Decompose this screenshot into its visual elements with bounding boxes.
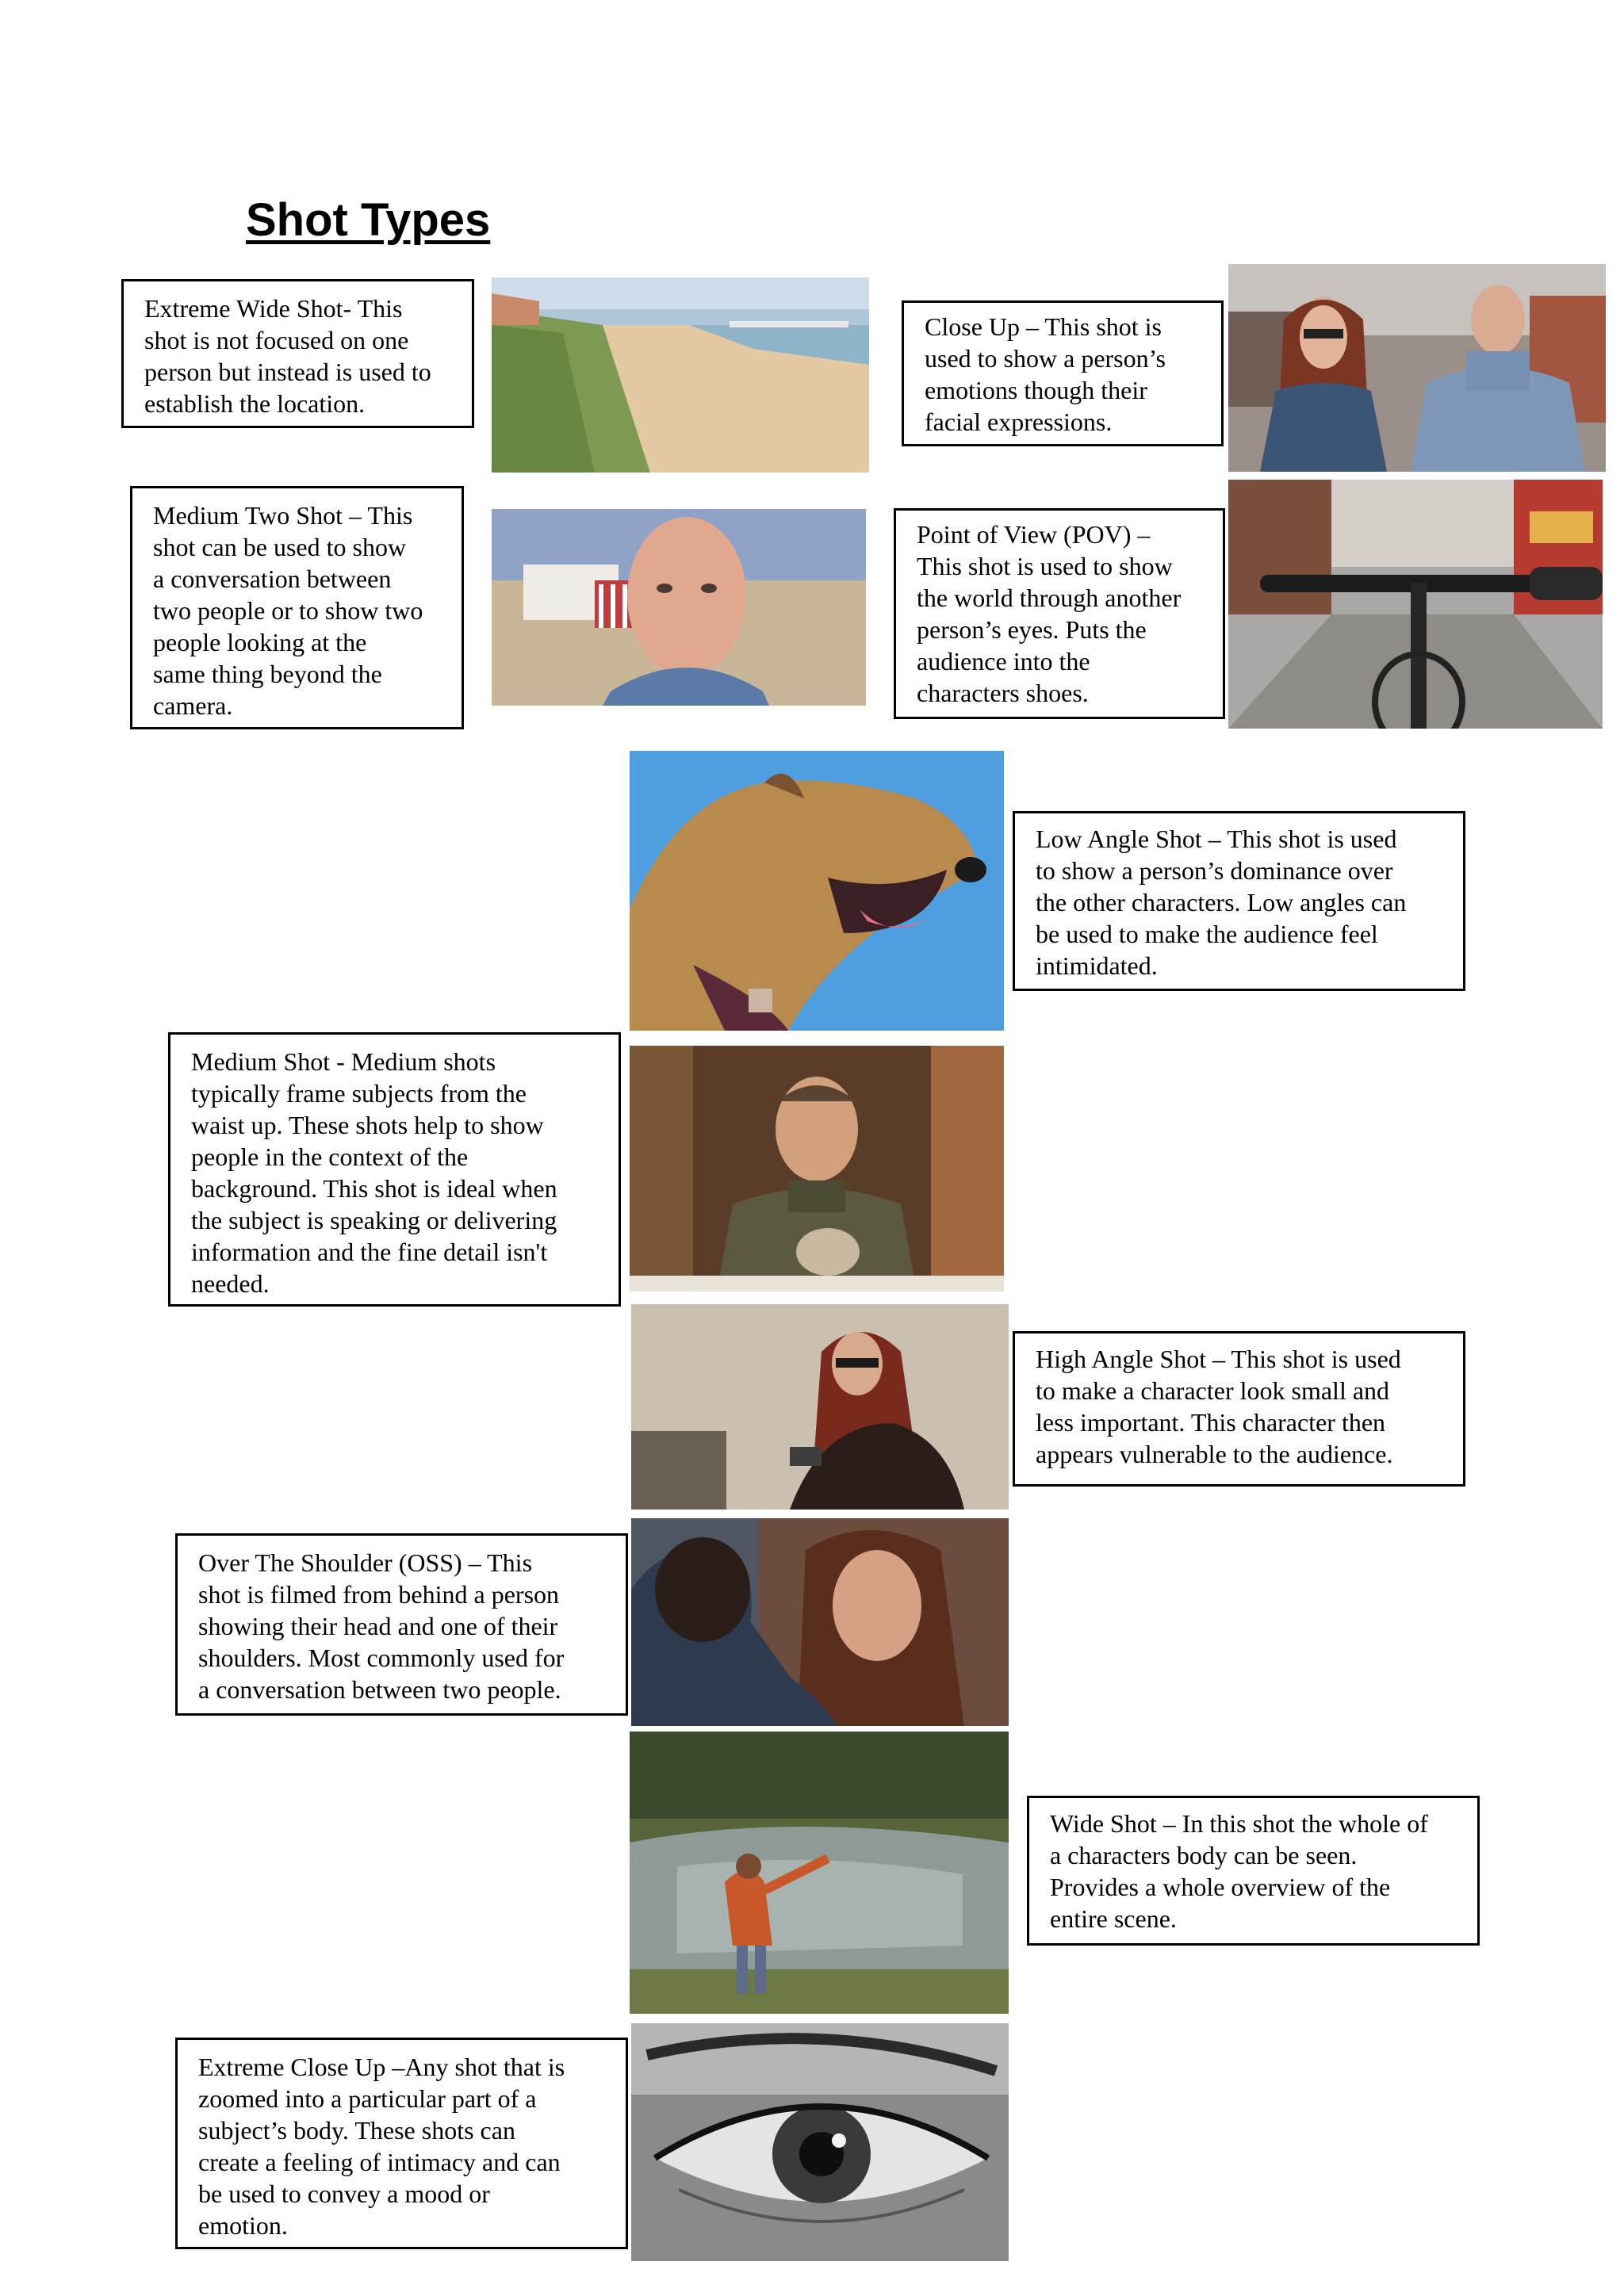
- extreme-close-up-description: Extreme Close Up –Any shot that is zoomed into a particular part of a subject’s body. These shots can create a feeling of intimacy and can be used to convey a mood or emotion.: [175, 2038, 628, 2249]
- medium-shot-description: Medium Shot - Medium shots typically frame subjects from the waist up. These shots help to show people in the context of the background. This shot is ideal when the subject is speaking or delivering information and the fine detail isn't needed.: [168, 1032, 621, 1307]
- close-up-image: [1228, 264, 1606, 472]
- extreme-wide-shot-image: [492, 277, 869, 473]
- high-angle-shot-image: [631, 1304, 1009, 1510]
- point-of-view-description: Point of View (POV) – This shot is used to show the world through another person’s eyes. Puts the audience into the characters shoes.: [894, 508, 1225, 719]
- high-angle-shot-description: High Angle Shot – This shot is used to make a character look small and less important. This character then appears vulnerable to the audience.: [1013, 1331, 1465, 1487]
- medium-two-shot-description: Medium Two Shot – This shot can be used to show a conversation between two people or to show two people looking at the same thing beyond the camera.: [130, 486, 464, 729]
- over-the-shoulder-description: Over The Shoulder (OSS) – This shot is filmed from behind a person showing their head and one of their shoulders. Most commonly used for a conversation between two people.: [175, 1533, 628, 1716]
- medium-two-shot-image: [492, 509, 866, 706]
- low-angle-shot-description: Low Angle Shot – This shot is used to show a person’s dominance over the other characters. Low angles can be used to make the audience feel intimidated.: [1013, 811, 1465, 991]
- low-angle-shot-image: [630, 751, 1004, 1031]
- wide-shot-description: Wide Shot – In this shot the whole of a characters body can be seen. Provides a whole overview of the entire scene.: [1027, 1796, 1480, 1946]
- close-up-description: Close Up – This shot is used to show a person’s emotions though their facial expressions.: [902, 300, 1224, 446]
- point-of-view-image: [1228, 480, 1603, 729]
- page-title: Shot Types: [246, 194, 491, 246]
- wide-shot-image: [630, 1732, 1009, 2014]
- medium-shot-image: [630, 1046, 1004, 1292]
- over-the-shoulder-image: [631, 1518, 1009, 1726]
- extreme-close-up-image: [631, 2023, 1009, 2261]
- extreme-wide-shot-description: Extreme Wide Shot- This shot is not focused on one person but instead is used to establish the location.: [121, 279, 474, 428]
